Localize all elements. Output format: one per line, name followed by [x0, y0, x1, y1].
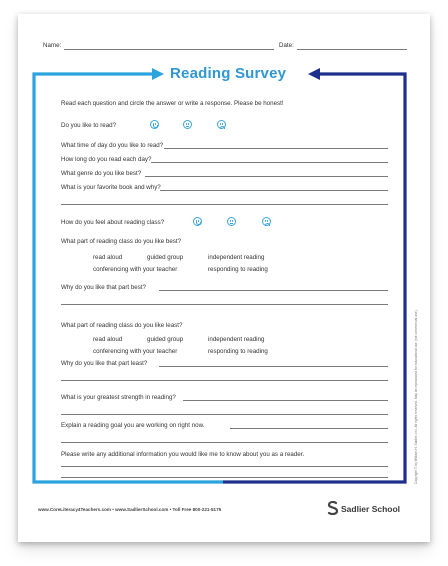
- option-guided-group[interactable]: guided group: [147, 254, 184, 261]
- sad-face-icon[interactable]: [217, 120, 226, 129]
- question-why-least: Why do you like that part least?: [61, 360, 148, 367]
- question-how-long: How long do you read each day?: [61, 156, 152, 163]
- answer-line[interactable]: [151, 162, 388, 163]
- side-copyright-note: Copyright © by William H. Sadlier, Inc. All rights reserved. May be reproduced for educational use (not commercial use).: [414, 309, 418, 484]
- question-goal: Explain a reading goal you are working on right now.: [61, 422, 205, 429]
- question-genre: What genre do you like best?: [61, 170, 142, 177]
- answer-line[interactable]: [183, 400, 388, 401]
- brand-name: Sadlier School: [341, 504, 401, 514]
- option-independent-reading[interactable]: independent reading: [208, 336, 265, 343]
- page-title: Reading Survey: [170, 65, 287, 82]
- answer-line[interactable]: [145, 176, 388, 177]
- question-strength: What is your greatest strength in reading?: [61, 394, 176, 401]
- question-time-of-day: What time of day do you like to read?: [61, 142, 164, 149]
- date-label: Date:: [279, 42, 294, 49]
- answer-line[interactable]: [230, 428, 388, 429]
- happy-face-icon[interactable]: [193, 217, 202, 226]
- answer-line[interactable]: [164, 148, 388, 149]
- option-conferencing[interactable]: conferencing with your teacher: [93, 348, 178, 355]
- question-part-best: What part of reading class do you like best?: [61, 238, 182, 245]
- worksheet-page: [18, 14, 430, 542]
- question-why-best: Why do you like that part best?: [61, 284, 146, 291]
- answer-line[interactable]: [61, 466, 388, 467]
- answer-line[interactable]: [159, 366, 388, 367]
- option-independent-reading[interactable]: independent reading: [208, 254, 265, 261]
- arrow-left-icon: [308, 68, 320, 80]
- instructions: Read each question and circle the answer or write a response. Please be honest!: [61, 100, 284, 107]
- answer-line[interactable]: [160, 190, 388, 191]
- happy-face-icon[interactable]: [150, 120, 159, 129]
- answer-line[interactable]: [61, 380, 388, 381]
- answer-line[interactable]: [61, 477, 388, 478]
- answer-line[interactable]: [61, 304, 388, 305]
- answer-line[interactable]: [61, 414, 388, 415]
- question-feel-class: How do you feel about reading class?: [61, 219, 165, 226]
- question-like-reading: Do you like to read?: [61, 122, 117, 129]
- name-label: Name:: [43, 42, 62, 49]
- option-read-aloud[interactable]: read aloud: [93, 336, 123, 343]
- question-part-least: What part of reading class do you like least?: [61, 322, 183, 329]
- sadlier-logo-icon: [327, 501, 339, 515]
- neutral-face-icon[interactable]: [227, 217, 236, 226]
- frame-border: [18, 14, 430, 542]
- frame-right-bracket: [223, 74, 405, 482]
- question-favorite-book: What is your favorite book and why?: [61, 184, 161, 191]
- option-read-aloud[interactable]: read aloud: [93, 254, 123, 261]
- option-responding[interactable]: responding to reading: [208, 266, 268, 273]
- answer-line[interactable]: [61, 442, 388, 443]
- question-additional: Please write any additional information you would like me to know about you as a reader.: [61, 451, 305, 458]
- frame-left-bracket: [34, 74, 223, 482]
- option-guided-group[interactable]: guided group: [147, 336, 184, 343]
- neutral-face-icon[interactable]: [183, 120, 192, 129]
- answer-line[interactable]: [159, 290, 388, 291]
- arrow-right-icon: [152, 68, 164, 80]
- sad-face-icon[interactable]: [262, 217, 271, 226]
- option-conferencing[interactable]: conferencing with your teacher: [93, 266, 178, 273]
- footer-links: www.CoreLiteracy4Teachers.com • www.SadlierSchool.com • Toll Free 800-221-5175: [38, 507, 222, 512]
- option-responding[interactable]: responding to reading: [208, 348, 268, 355]
- answer-line[interactable]: [61, 204, 388, 205]
